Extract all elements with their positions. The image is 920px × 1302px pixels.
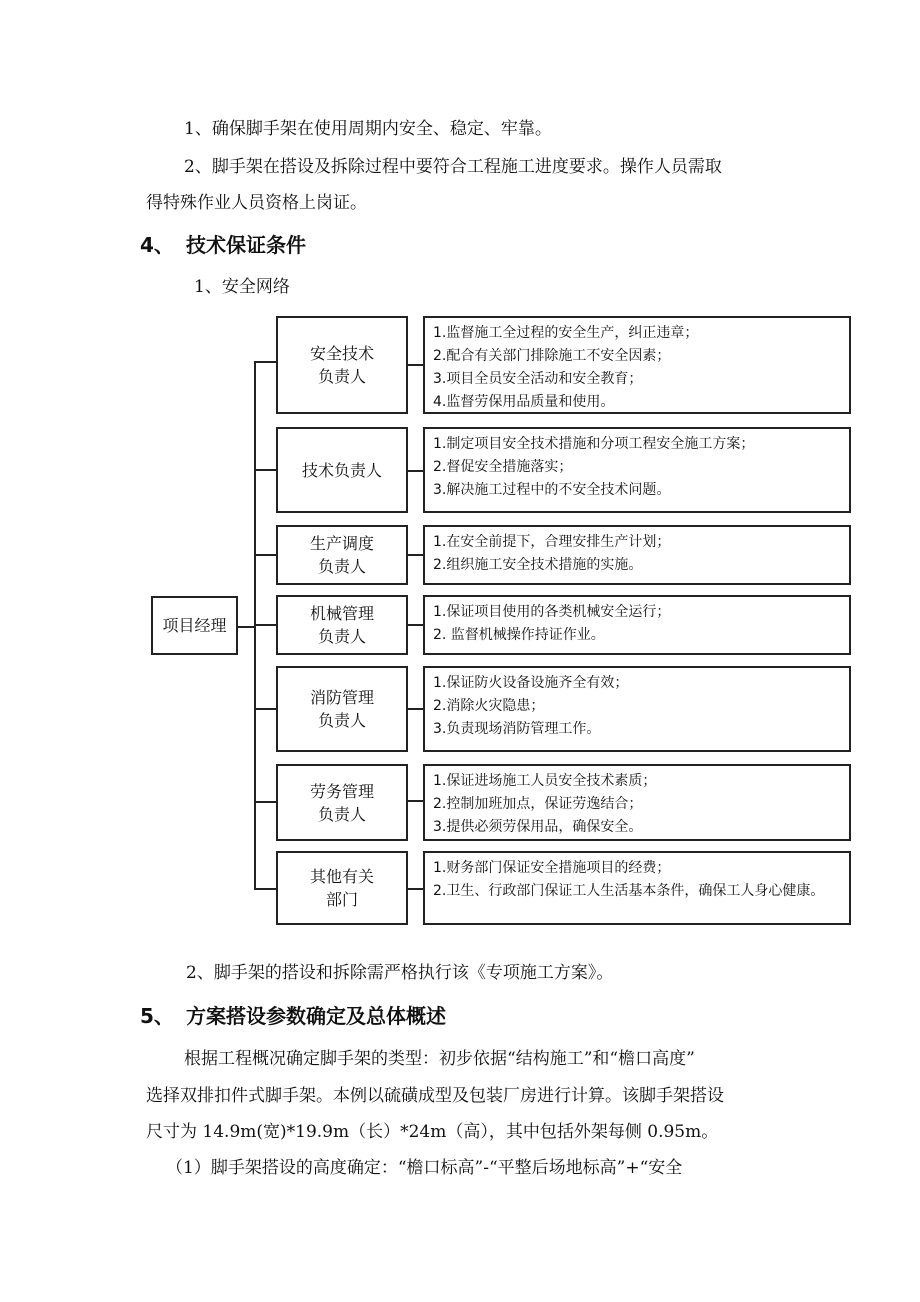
duty-item: 2.组织施工安全技术措施的实施。: [433, 557, 643, 573]
section-heading-4: [140, 232, 306, 258]
duty-box-labor: [423, 764, 851, 841]
role-box-other: [276, 851, 408, 925]
duty-item: 1.制定项目安全技术措施和分项工程安全施工方案；: [433, 436, 755, 452]
duty-box-production: [423, 525, 851, 585]
duty-item: 1.保证进场施工人员安全技术素质；: [433, 773, 657, 789]
root-label: 项目经理: [162, 616, 227, 635]
duty-item: 1.在安全前提下，合理安排生产计划；: [433, 534, 671, 550]
subheading-safety-network: 1、安全网络: [194, 277, 290, 297]
duty-item: 2.督促安全措施落实；: [433, 459, 573, 475]
role-box-technical: [276, 427, 408, 513]
role-box-fire: [276, 666, 408, 752]
role-box-safety-tech: [276, 316, 408, 414]
duty-item: 1.保证防火设备设施齐全有效；: [433, 675, 629, 691]
paragraph-2-line-2: 得特殊作业人员资格上岗证。: [146, 193, 367, 213]
role-label-line-2: 负责人: [317, 627, 366, 646]
section-title: 技术保证条件: [186, 233, 306, 257]
role-label-line-1: 技术负责人: [301, 460, 382, 480]
duty-item: 1.保证项目使用的各类机械安全运行；: [433, 604, 671, 620]
duty-box-safety-tech: [423, 316, 851, 414]
root-box-project-manager: [151, 596, 238, 655]
link-4: [407, 624, 424, 626]
connector-row-5: [254, 708, 276, 710]
duty-box-fire: [423, 666, 851, 752]
subheading-special-plan: 2、脚手架的搭设和拆除需严格执行该《专项施工方案》。: [186, 963, 614, 983]
role-label-line-1: 消防管理: [309, 688, 374, 707]
body-line-1: 根据工程概况确定脚手架的类型：初步依据“结构施工”和“檐口高度”: [184, 1049, 695, 1069]
section-number: 5、: [140, 1004, 174, 1028]
role-label-line-2: 负责人: [317, 711, 366, 730]
link-2: [407, 470, 424, 472]
duty-item: 2.消除火灾隐患；: [433, 698, 545, 714]
connector-row-7: [254, 888, 276, 890]
body-line-2: 选择双排扣件式脚手架。本例以硫磺成型及包装厂房进行计算。该脚手架搭设: [146, 1086, 724, 1106]
duty-item: 3.项目全员安全活动和安全教育；: [433, 371, 643, 387]
connector-row-6: [254, 801, 276, 803]
role-label-line-1: 其他有关: [309, 867, 374, 886]
role-label-line-2: 负责人: [317, 367, 366, 386]
link-3: [407, 554, 424, 556]
duty-item: 4.监督劳保用品质量和使用。: [433, 394, 615, 410]
duty-item: 1.财务部门保证安全措施项目的经费；: [433, 860, 671, 876]
section-number: 4、: [140, 233, 174, 257]
connector-row-4: [254, 624, 276, 626]
role-label-line-1: 机械管理: [309, 604, 374, 623]
duty-item: 3.解决施工过程中的不安全技术问题。: [433, 482, 671, 498]
role-label-line-2: 部门: [325, 890, 358, 909]
duty-item: 3.负责现场消防管理工作。: [433, 721, 601, 737]
link-1: [407, 364, 424, 366]
section-title: 方案搭设参数确定及总体概述: [186, 1004, 446, 1028]
paragraph-2-line-1: 2、脚手架在搭设及拆除过程中要符合工程施工进度要求。操作人员需取: [184, 157, 722, 177]
paragraph-1: 1、确保脚手架在使用周期内安全、稳定、牢靠。: [184, 119, 552, 139]
role-label-line-1: 生产调度: [309, 534, 374, 553]
duty-item: 2.卫生、行政部门保证工人生活基本条件，确保工人身心健康。: [433, 883, 825, 899]
role-label-line-2: 负责人: [317, 804, 366, 824]
duty-item: 3.提供必须劳保用品，确保安全。: [433, 819, 643, 835]
section-heading-5: [140, 1003, 446, 1029]
connector-root: [237, 626, 255, 628]
link-5: [407, 708, 424, 710]
duty-item: 1.监督施工全过程的安全生产，纠正违章；: [433, 325, 699, 341]
role-box-machinery: [276, 595, 408, 655]
duty-item: 2.配合有关部门排除施工不安全因素；: [433, 348, 671, 364]
duty-box-machinery: [423, 595, 851, 655]
body-line-4: （1）脚手架搭设的高度确定：“檐口标高”-“平整后场地标高”+“安全: [166, 1158, 683, 1178]
role-label-line-1: 劳务管理: [309, 781, 374, 801]
connector-row-2: [254, 469, 276, 471]
role-box-production: [276, 525, 408, 585]
body-line-3: 尺寸为 14.9m(宽)*19.9m（长）*24m（高），其中包括外架每侧 0.95m。: [146, 1122, 719, 1142]
connector-row-3: [254, 554, 276, 556]
role-box-labor: [276, 764, 408, 841]
duty-box-other: [423, 851, 851, 925]
duty-item: 2. 监督机械操作持证作业。: [433, 627, 605, 643]
link-7: [407, 888, 424, 890]
role-label-line-1: 安全技术: [309, 344, 374, 363]
connector-row-1: [254, 361, 276, 363]
link-6: [407, 800, 424, 802]
duty-item: 2.控制加班加点，保证劳逸结合；: [433, 796, 643, 812]
role-label-line-2: 负责人: [317, 557, 366, 576]
duty-box-technical: [423, 427, 851, 513]
